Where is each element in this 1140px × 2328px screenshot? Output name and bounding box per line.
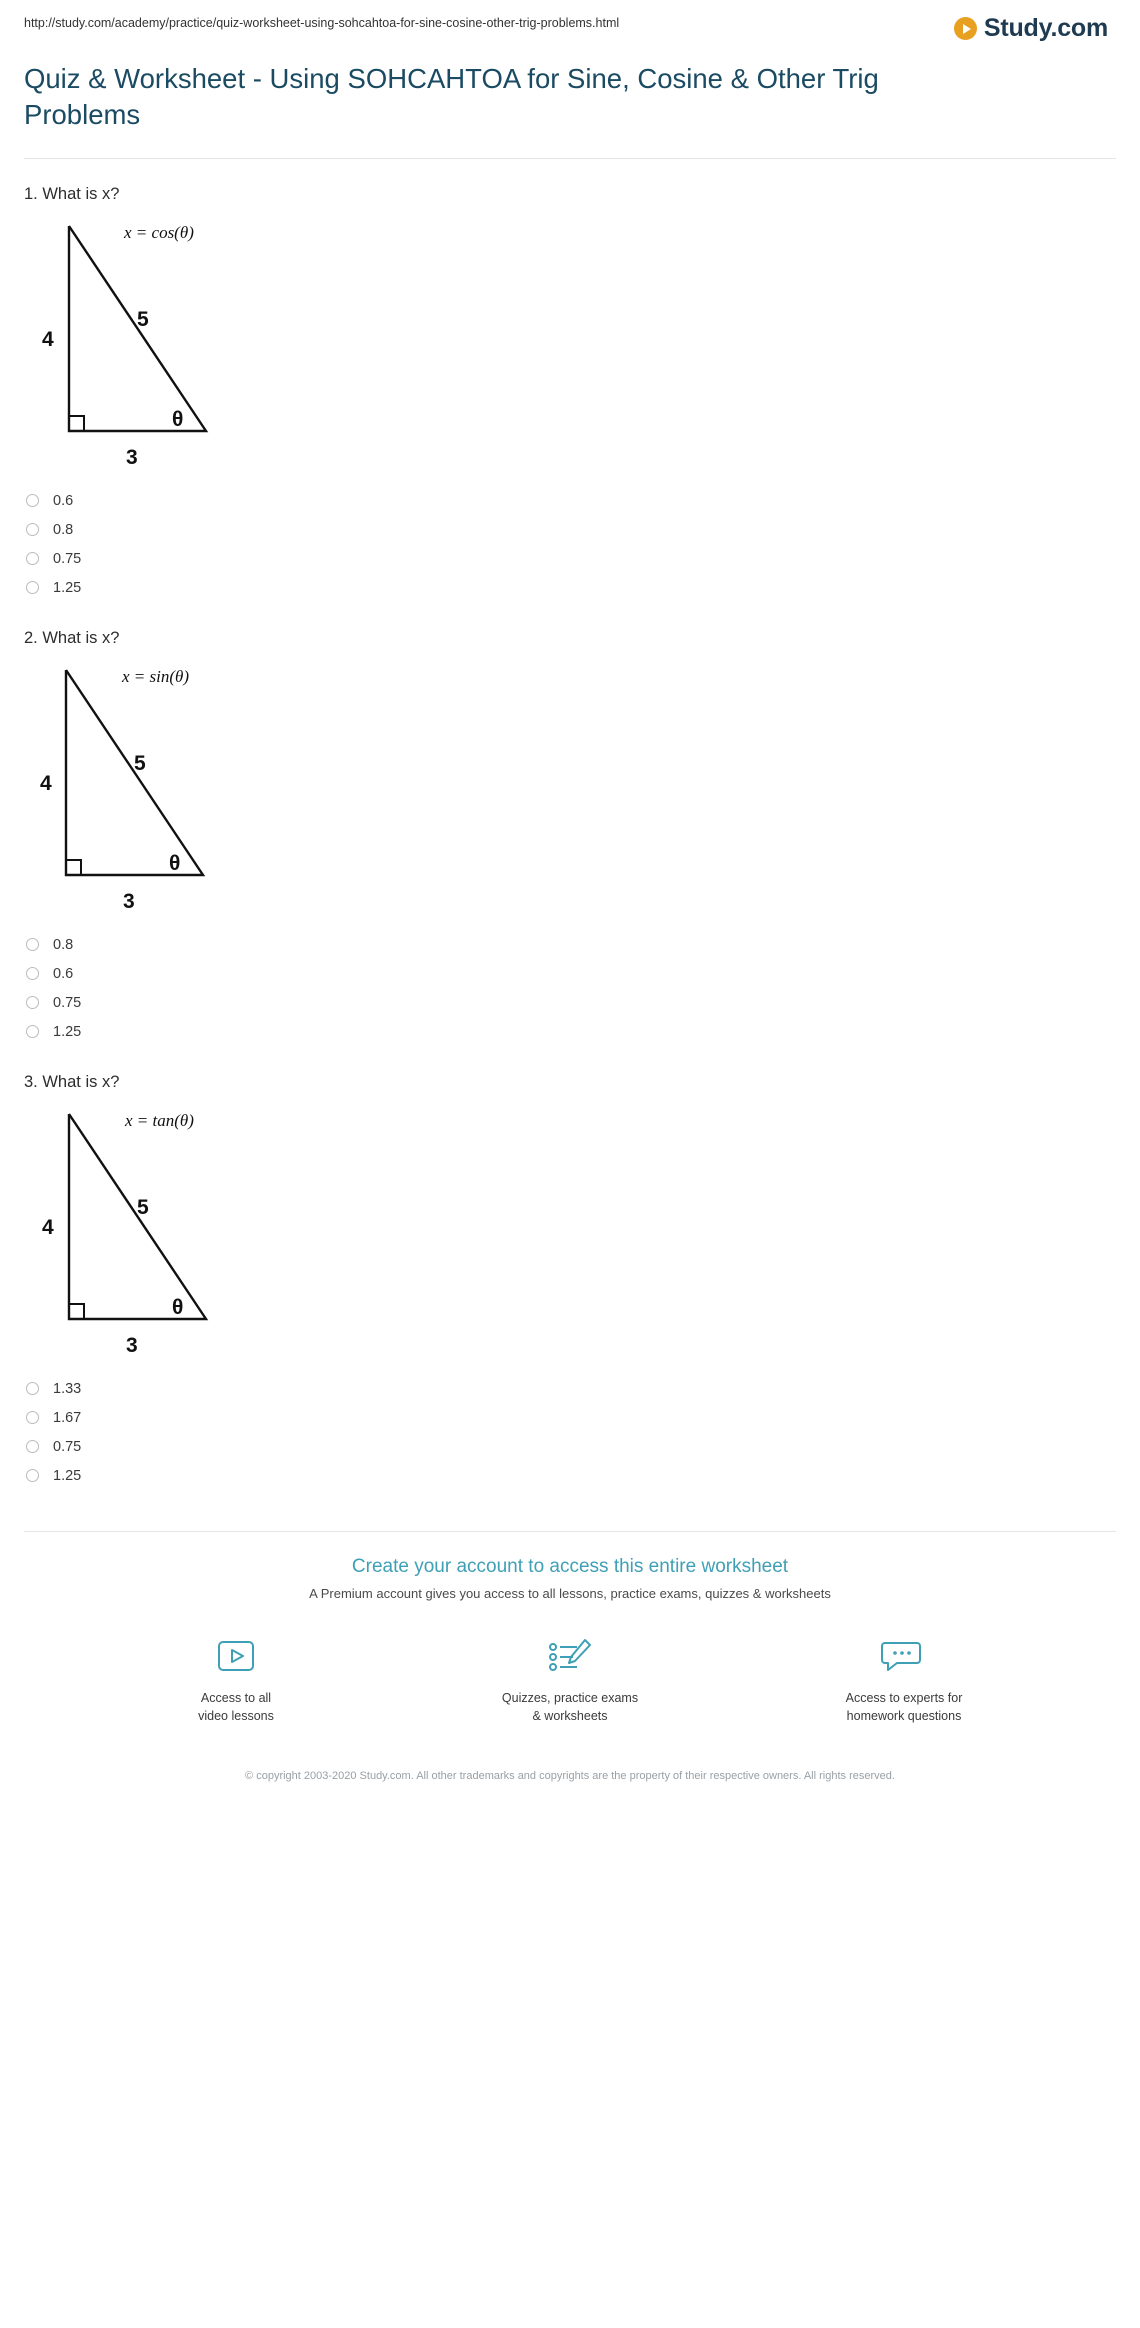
cta-title[interactable]: Create your account to access this entire worksheet [351,1555,789,1577]
study-com-logo [954,14,1116,43]
choice-option[interactable] [24,1404,1116,1433]
right-triangle-diagram [24,660,324,910]
radio-icon[interactable] [26,1440,39,1453]
page-header [24,0,1116,49]
quiz-checklist-icon [475,1635,665,1677]
figure-side-vertical-2: 4 [40,771,52,795]
choice-option[interactable] [24,1375,1116,1404]
choice-label: 1.25 [53,579,82,596]
perk-label [809,1689,999,1727]
perk-quizzes [475,1635,665,1727]
perk-line-2: video lessons [198,1709,274,1724]
perk-line-1: Access to all [200,1690,272,1705]
perk-label [141,1689,331,1727]
radio-icon[interactable] [26,996,39,1009]
figure-side-hyp-3: 5 [137,1195,149,1219]
choice-label: 0.6 [53,492,74,509]
radio-icon[interactable] [26,1025,39,1038]
choice-label: 0.8 [53,936,74,953]
question-1-prompt: 1. What is x? [24,184,120,203]
radio-icon[interactable] [26,967,39,980]
choice-label: 0.75 [53,550,82,567]
play-circle-icon [954,17,977,40]
perk-line-2: & worksheets [532,1709,608,1724]
figure-side-base-1: 3 [126,445,138,466]
choice-option[interactable] [24,960,1116,989]
radio-icon[interactable] [26,494,39,507]
figure-side-base-2: 3 [123,889,135,910]
cta-subtitle: A Premium account gives you access to all lessons, practice exams, quizzes & worksheets [309,1585,831,1601]
question-2 [24,629,1116,1047]
figure-side-vertical-1: 4 [42,327,54,351]
radio-icon[interactable] [26,581,39,594]
choice-option[interactable] [24,545,1116,574]
perk-line-1: Access to experts for [845,1690,963,1705]
choice-option[interactable] [24,516,1116,545]
figure-equation-3: x = tan(θ) [125,1110,194,1130]
play-video-icon [141,1635,331,1677]
choice-label: 0.6 [53,965,74,982]
question-3-prompt: 3. What is x? [24,1072,120,1091]
figure-side-base-3: 3 [126,1333,138,1354]
footer-divider [24,1531,1116,1532]
question-2-prompt: 2. What is x? [24,628,120,647]
perk-line-2: homework questions [846,1709,962,1724]
perk-video-lessons [141,1635,331,1727]
choice-label: 1.25 [53,1467,82,1484]
choice-label: 1.25 [53,1023,82,1040]
question-2-figure [24,660,1116,915]
question-2-choices [24,931,1116,1047]
question-3-figure [24,1104,1116,1359]
copyright-notice: © copyright 2003-2020 Study.com. All other trademarks and copyrights are the property of their respective owners. All rights reserved. [245,1770,895,1783]
choice-option[interactable] [24,487,1116,516]
figure-side-vertical-3: 4 [42,1215,54,1239]
right-triangle-diagram [24,1104,324,1354]
upsell-cta [24,1556,1116,1601]
title-divider [24,158,1116,159]
radio-icon[interactable] [26,523,39,536]
figure-equation-1: x = cos(θ) [124,222,194,242]
choice-label: 1.67 [53,1409,82,1426]
perks-list [24,1635,1116,1727]
choice-label: 0.75 [53,1438,82,1455]
choice-option[interactable] [24,574,1116,603]
right-triangle-diagram [24,216,324,466]
figure-side-hyp-2: 5 [134,751,146,775]
radio-icon[interactable] [26,552,39,565]
brand-name: Study.com [983,14,1108,42]
page-url: http://study.com/academy/practice/quiz-worksheet-using-sohcahtoa-for-sine-cosine-other-trig-problems.html [24,16,620,30]
figure-equation-2: x = sin(θ) [122,666,190,686]
perk-line-1: Quizzes, practice exams [501,1690,639,1705]
question-3-choices [24,1375,1116,1491]
choice-option[interactable] [24,1433,1116,1462]
choice-option[interactable] [24,989,1116,1018]
perk-label [475,1689,665,1727]
radio-icon[interactable] [26,1382,39,1395]
choice-option[interactable] [24,1018,1116,1047]
radio-icon[interactable] [26,1411,39,1424]
choice-label: 1.33 [53,1380,82,1397]
choice-option[interactable] [24,931,1116,960]
figure-angle-2: θ [169,851,181,875]
choice-label: 0.8 [53,521,74,538]
radio-icon[interactable] [26,1469,39,1482]
question-3 [24,1073,1116,1491]
radio-icon[interactable] [26,938,39,951]
question-1-choices [24,487,1116,603]
figure-side-hyp-1: 5 [137,307,149,331]
question-1 [24,185,1116,603]
page-title: Quiz & Worksheet - Using SOHCAHTOA for Sine, Cosine & Other Trig Problems [24,63,879,131]
question-1-figure [24,216,1116,471]
choice-label: 0.75 [53,994,82,1011]
choice-option[interactable] [24,1462,1116,1491]
perk-expert-help [809,1635,999,1727]
figure-angle-1: θ [172,407,184,431]
chat-bubble-icon [809,1635,999,1677]
figure-angle-3: θ [172,1295,184,1319]
